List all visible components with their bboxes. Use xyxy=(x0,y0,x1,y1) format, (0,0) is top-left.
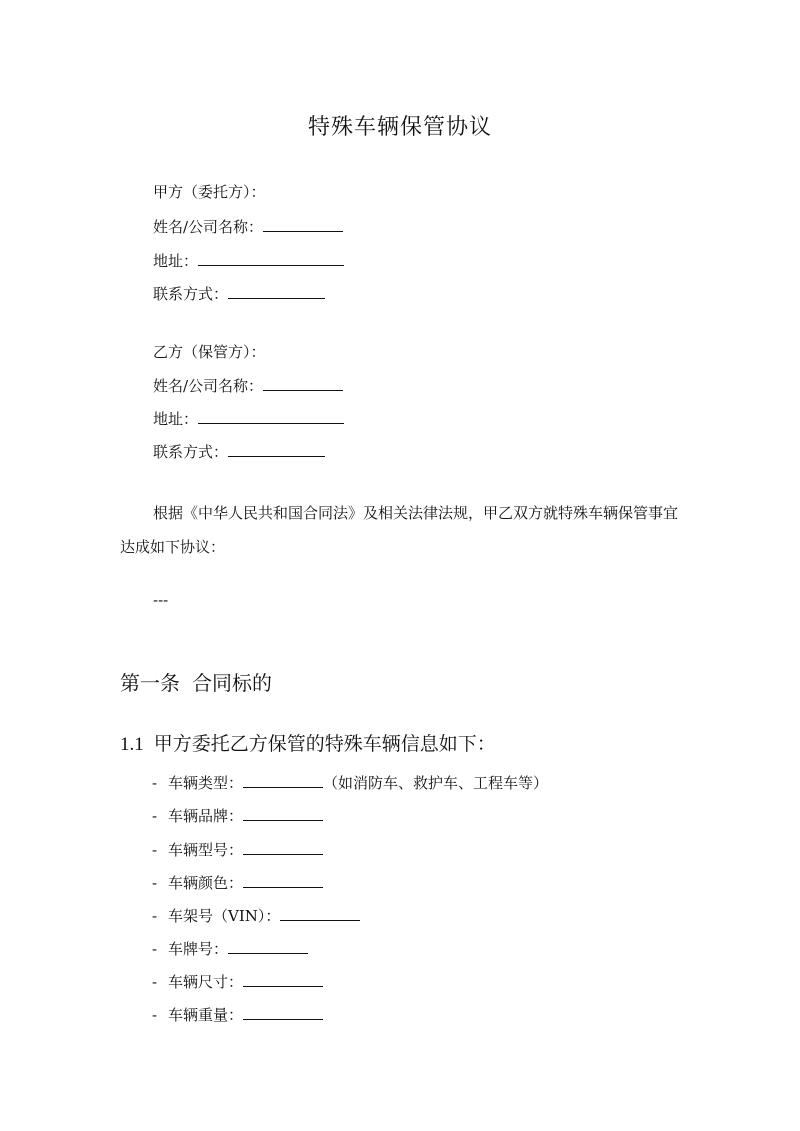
party-a-address-blank[interactable] xyxy=(198,251,344,266)
vehicle-plate-blank[interactable] xyxy=(228,939,308,954)
vehicle-plate-label: 车牌号： xyxy=(168,940,229,958)
vehicle-vin-label: 车架号（VIN）： xyxy=(168,907,281,925)
party-a-name-blank[interactable] xyxy=(263,217,343,232)
subsection-1-1-heading xyxy=(120,731,496,758)
party-a-address-line xyxy=(153,251,344,271)
subsection-1-1-title: 甲方委托乙方保管的特殊车辆信息如下： xyxy=(153,733,496,755)
party-b-contact-line xyxy=(153,442,325,462)
vehicle-vin-blank[interactable] xyxy=(280,906,360,921)
vehicle-brand-item: - 车辆品牌： xyxy=(152,806,323,826)
preamble-paragraph: 根据《中华人民共和国合同法》及相关法律法规，甲乙双方就特殊车辆保管事宜达成如下协议： xyxy=(120,504,679,556)
vehicle-color-label: 车辆颜色： xyxy=(168,874,244,892)
party-a-contact-line xyxy=(153,284,325,304)
vehicle-type-item: - 车辆类型： （如消防车、救护车、工程车等） xyxy=(152,774,549,792)
vehicle-type-blank[interactable] xyxy=(243,773,323,788)
vehicle-model-item: - 车辆型号： xyxy=(152,840,323,860)
party-b-contact-blank[interactable] xyxy=(228,442,325,457)
party-b-address-blank[interactable] xyxy=(198,409,344,424)
party-a-name-line xyxy=(153,217,343,237)
vehicle-plate-item: - 车牌号： xyxy=(152,939,308,959)
party-b-name-blank[interactable] xyxy=(263,376,343,391)
vehicle-model-label: 车辆型号： xyxy=(168,841,244,859)
party-b-name-label: 姓名/公司名称： xyxy=(153,377,264,395)
party-b-name-line xyxy=(153,376,343,396)
vehicle-color-item: - 车辆颜色： xyxy=(152,873,323,893)
section-1-heading xyxy=(120,670,272,696)
vehicle-model-blank[interactable] xyxy=(243,840,323,855)
party-a-name-label: 姓名/公司名称： xyxy=(153,218,264,236)
vehicle-type-note: （如消防车、救护车、工程车等） xyxy=(323,774,549,792)
document-title: 特殊车辆保管协议 xyxy=(307,115,492,140)
party-a-heading: 甲方（委托方）： xyxy=(153,183,266,201)
section-1-title: 合同标的 xyxy=(192,671,272,695)
vehicle-type-label: 车辆类型： xyxy=(168,774,244,792)
party-b-contact-label: 联系方式： xyxy=(153,443,229,461)
separator: --- xyxy=(153,591,169,609)
vehicle-brand-blank[interactable] xyxy=(243,806,323,821)
party-a-contact-blank[interactable] xyxy=(228,284,325,299)
section-1-number: 第一条 xyxy=(120,671,180,695)
vehicle-weight-blank[interactable] xyxy=(243,1005,323,1020)
vehicle-size-label: 车辆尺寸： xyxy=(168,973,244,991)
vehicle-brand-label: 车辆品牌： xyxy=(168,807,244,825)
party-b-heading: 乙方（保管方）： xyxy=(153,343,266,361)
party-b-address-label: 地址： xyxy=(153,410,199,428)
vehicle-size-item: - 车辆尺寸： xyxy=(152,972,323,992)
subsection-1-1-number: 1.1 xyxy=(120,734,144,755)
vehicle-size-blank[interactable] xyxy=(243,972,323,987)
vehicle-vin-item: - 车架号（VIN）： xyxy=(152,906,360,926)
vehicle-color-blank[interactable] xyxy=(243,873,323,888)
party-a-contact-label: 联系方式： xyxy=(153,285,229,303)
vehicle-weight-item: - 车辆重量： xyxy=(152,1005,323,1025)
vehicle-weight-label: 车辆重量： xyxy=(168,1006,244,1024)
party-b-address-line xyxy=(153,409,344,429)
party-a-address-label: 地址： xyxy=(153,252,199,270)
